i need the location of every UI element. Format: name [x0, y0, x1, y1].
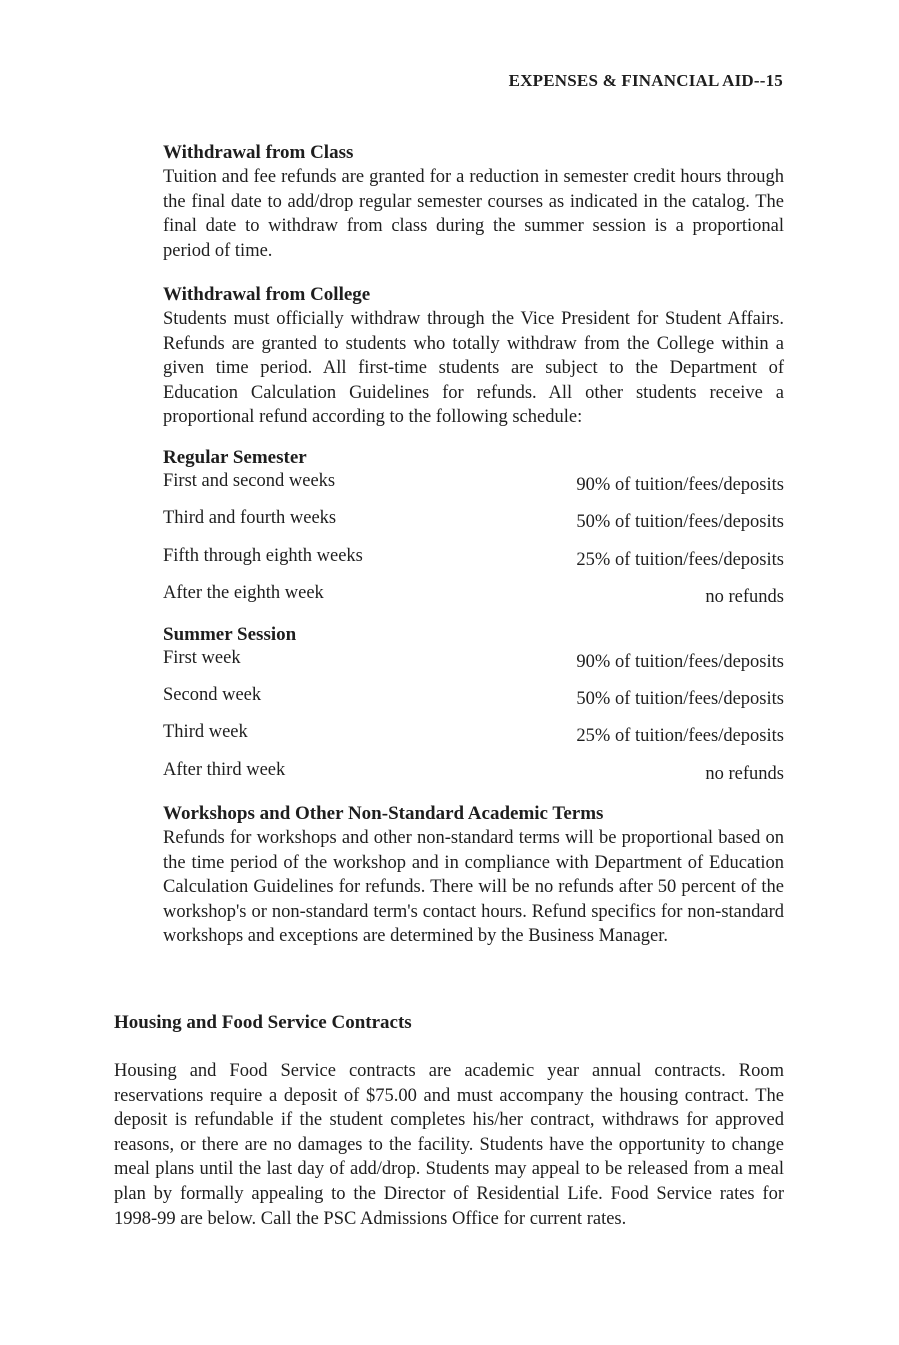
- withdrawal-college-body: Students must officially withdraw through the Vice President for Student Affairs. Refunds are granted to students who totally withdraw from the College within a given time period. All first-time students are subject to the Department of Education Calculation Guidelines for refunds. All other students receive a proportional refund according to the following schedule:: [163, 309, 784, 428]
- workshops-section: [163, 802, 784, 949]
- withdrawal-class-section: [163, 141, 784, 263]
- summer-row: [163, 722, 784, 746]
- regular-row: [163, 583, 784, 607]
- withdrawal-college-section: [163, 283, 784, 430]
- regular-row: [163, 508, 784, 532]
- summer-row-refund: 25% of tuition/fees/deposits: [576, 726, 784, 746]
- summer-row-refund: 90% of tuition/fees/deposits: [576, 652, 784, 672]
- summer-row-period: Second week: [163, 685, 262, 705]
- regular-row-refund: no refunds: [705, 587, 784, 607]
- summer-row: [163, 685, 784, 709]
- regular-row-period: After the eighth week: [163, 583, 324, 603]
- summer-row-period: Third week: [163, 722, 248, 742]
- summer-row-period: First week: [163, 648, 241, 668]
- withdrawal-class-body: Tuition and fee refunds are granted for a reduction in semester credit hours through the final date to add/drop regular semester courses as indicated in the catalog. The final date to withdraw from class during the summer session is a proportional period of time.: [163, 167, 784, 261]
- summer-session-heading: Summer Session: [163, 624, 297, 645]
- summer-row: [163, 648, 784, 672]
- withdrawal-class-heading: Withdrawal from Class: [163, 142, 354, 163]
- regular-row-period: Third and fourth weeks: [163, 508, 337, 528]
- regular-row: [163, 546, 784, 570]
- regular-row-refund: 25% of tuition/fees/deposits: [576, 550, 784, 570]
- running-head: EXPENSES & FINANCIAL AID--15: [508, 71, 783, 90]
- regular-row-refund: 50% of tuition/fees/deposits: [576, 512, 784, 532]
- summer-row-refund: no refunds: [705, 764, 784, 784]
- regular-semester-heading: Regular Semester: [163, 447, 307, 468]
- regular-row: [163, 471, 784, 495]
- housing-body: Housing and Food Service contracts are academic year annual contracts. Room reservations require a deposit of $75.00 and must accompany the housing contract. The deposit is refundable if the student completes his/her contract, withdraws for approved reasons, or there are no damages to the facility. Students have the opportunity to change meal plans until the last day of add/drop. Students may appeal to be released from a meal plan by formally appealing to the Director of Residential Life. Food Service rates for 1998-99 are below. Call the PSC Admissions Office for current rates.: [114, 1061, 784, 1229]
- regular-row-period: First and second weeks: [163, 471, 336, 491]
- housing-heading: Housing and Food Service Contracts: [114, 1012, 412, 1033]
- summer-row: [163, 760, 784, 784]
- regular-row-refund: 90% of tuition/fees/deposits: [576, 475, 784, 495]
- summer-row-refund: 50% of tuition/fees/deposits: [576, 689, 784, 709]
- workshops-body: Refunds for workshops and other non-standard terms will be proportional based on the time period of the workshop and in compliance with Department of Education Calculation Guidelines for refunds. There will be no refunds after 50 percent of the workshop's or non-standard term's contact hours. Refund specifics for non-standard workshops and exceptions are determined by the Business Manager.: [163, 828, 784, 947]
- withdrawal-college-heading: Withdrawal from College: [163, 284, 371, 305]
- regular-row-period: Fifth through eighth weeks: [163, 546, 363, 566]
- workshops-heading: Workshops and Other Non-Standard Academic Terms: [163, 803, 604, 824]
- summer-row-period: After third week: [163, 760, 286, 780]
